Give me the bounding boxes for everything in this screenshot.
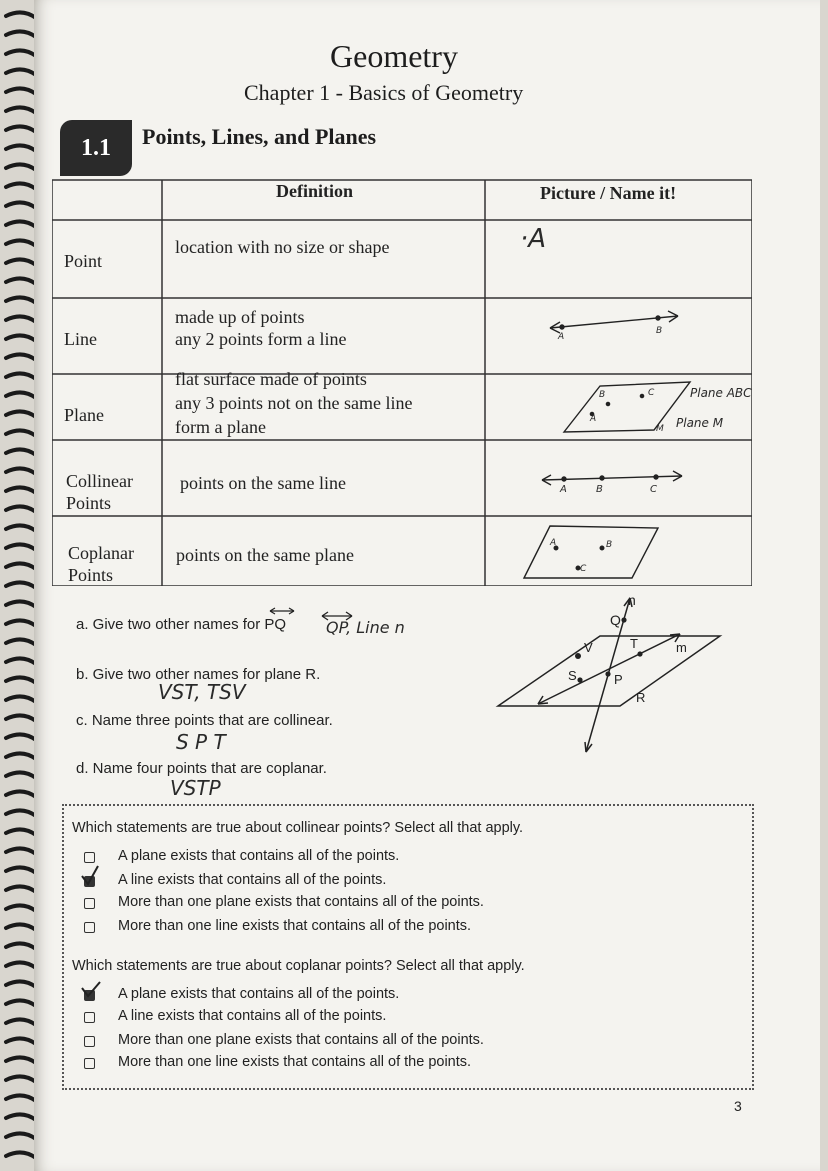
spiral-coil [6, 297, 36, 303]
coplanar-checkbox-2[interactable] [84, 1012, 95, 1023]
answer-c: S P T [176, 730, 226, 754]
coplanar-checkbox-4[interactable] [84, 1058, 95, 1069]
spiral-coil [6, 12, 36, 18]
coplanar-checkbox-3[interactable] [84, 1036, 95, 1047]
spiral-coil [6, 810, 36, 816]
spiral-coil [6, 867, 36, 873]
spiral-coil [6, 1057, 36, 1063]
collinear-prompt: Which statements are true about collinear points? Select all that apply. [72, 820, 524, 836]
plane-label-m: M [656, 424, 664, 434]
spiral-coil [6, 924, 36, 930]
fig-label-q: Q [610, 612, 621, 628]
collinear-option-1: A plane exists that contains all of the points. [118, 848, 400, 864]
spiral-coil [6, 848, 36, 854]
spiral-coil [6, 316, 36, 322]
spiral-coil [6, 240, 36, 246]
def-line-2: any 2 points form a line [175, 329, 347, 349]
spiral-coil [6, 107, 36, 113]
plane-name-abc: Plane ABC [690, 386, 752, 400]
spiral-coil [6, 544, 36, 550]
plane-label-b: B [599, 390, 606, 400]
spiral-coil [6, 639, 36, 645]
spiral-coil [6, 202, 36, 208]
def-point: location with no size or shape [175, 237, 390, 257]
collinear-sketch [542, 471, 682, 485]
spiral-coil [6, 981, 36, 987]
fig-label-s: S [568, 668, 577, 683]
spiral-coil [6, 734, 36, 740]
plane-label-a: A [590, 414, 597, 424]
spiral-coil [6, 354, 36, 360]
fig-label-r: R [636, 690, 646, 705]
chapter-subtitle: Chapter 1 - Basics of Geometry [244, 80, 524, 105]
fig-label-v: V [584, 640, 593, 655]
spiral-coil [6, 886, 36, 892]
definitions-table [52, 174, 752, 586]
spiral-coil [6, 506, 36, 512]
spiral-coil [6, 715, 36, 721]
point-picture-label: ·A [520, 224, 547, 254]
spiral-coil [6, 88, 36, 94]
spiral-coil [6, 582, 36, 588]
question-c: c. Name three points that are collinear. [76, 712, 333, 729]
spiral-coil [6, 753, 36, 759]
spiral-coil [6, 1038, 36, 1044]
spiral-coil [6, 335, 36, 341]
term-coplanar-2: Points [68, 565, 114, 585]
answer-b: VST, TSV [158, 680, 246, 704]
spiral-coil [6, 962, 36, 968]
spiral-coil [6, 126, 36, 132]
collinear-label-c: C [650, 484, 657, 495]
spiral-coil [6, 620, 36, 626]
def-line-1: made up of points [175, 307, 305, 327]
section-title: Points, Lines, and Planes [142, 124, 377, 149]
spiral-coil [6, 392, 36, 398]
spiral-coil [6, 487, 36, 493]
spiral-coil [6, 449, 36, 455]
spiral-coil [6, 601, 36, 607]
coplanar-label-a: A [550, 538, 557, 548]
term-collinear-2: Points [66, 493, 112, 513]
question-b: b. Give two other names for plane R. [76, 666, 321, 683]
spiral-coil [6, 1019, 36, 1025]
collinear-checkbox-1[interactable] [84, 852, 95, 863]
coplanar-option-3: More than one plane exists that contains all of the points. [118, 1032, 484, 1048]
spiral-coil [6, 468, 36, 474]
page-title: Geometry [330, 38, 458, 74]
spiral-coil [6, 373, 36, 379]
plane-sketch [564, 382, 690, 432]
spiral-coil [6, 31, 36, 37]
line-label-a: A [558, 332, 565, 342]
header-definition: Definition [276, 181, 354, 201]
spiral-coil [6, 278, 36, 284]
spiral-coil [6, 829, 36, 835]
spiral-coil [6, 696, 36, 702]
plane-label-c: C [648, 388, 655, 398]
check-mark-icon [80, 864, 100, 886]
def-collinear: points on the same line [180, 473, 346, 493]
question-a: a. Give two other names for PQ [76, 616, 287, 633]
spiral-coil [6, 525, 36, 531]
coplanar-label-c: C [580, 564, 587, 574]
spiral-coil [6, 943, 36, 949]
coplanar-sketch [524, 526, 658, 578]
fig-label-n: n [628, 592, 636, 608]
spiral-coil [6, 772, 36, 778]
spiral-coil [6, 164, 36, 170]
spiral-coil [6, 1114, 36, 1120]
coplanar-prompt: Which statements are true about coplanar points? Select all that apply. [72, 958, 525, 974]
page-number: 3 [734, 1098, 742, 1114]
question-d: d. Name four points that are coplanar. [76, 760, 327, 777]
fig-label-p: P [614, 672, 623, 687]
def-plane-1: flat surface made of points [175, 369, 367, 389]
spiral-coil [6, 1000, 36, 1006]
def-coplanar: points on the same plane [176, 545, 354, 565]
def-plane-2: any 3 points not on the same line [175, 393, 413, 413]
term-collinear-1: Collinear [66, 471, 133, 491]
coplanar-option-2: A line exists that contains all of the points. [118, 1008, 387, 1024]
coplanar-option-4: More than one line exists that contains all of the points. [118, 1054, 472, 1070]
def-plane-3: form a plane [175, 417, 266, 437]
spiral-coil [6, 1133, 36, 1139]
fig-label-t: T [630, 636, 638, 651]
coplanar-option-1: A plane exists that contains all of the points. [118, 986, 400, 1002]
spiral-coil [6, 1076, 36, 1082]
spiral-coil [6, 677, 36, 683]
term-plane: Plane [64, 405, 104, 425]
spiral-coil [6, 658, 36, 664]
answer-d: VSTP [170, 776, 221, 800]
term-line: Line [64, 329, 97, 349]
plane-name-m: Plane M [676, 416, 724, 430]
line-symbol-overline [268, 606, 296, 616]
spiral-coil [6, 50, 36, 56]
collinear-checkbox-4[interactable] [84, 922, 95, 933]
collinear-option-3: More than one plane exists that contains all of the points. [118, 894, 484, 910]
spiral-coil [6, 791, 36, 797]
spiral-coil [6, 69, 36, 75]
spiral-coil [6, 563, 36, 569]
fig-label-m: m [676, 640, 687, 655]
spiral-coil [6, 183, 36, 189]
answer-a: QP, Line n [326, 618, 405, 637]
spiral-coil [6, 221, 36, 227]
collinear-option-2: A line exists that contains all of the points. [118, 872, 387, 888]
collinear-label-a: A [560, 484, 567, 495]
spiral-coil [6, 1152, 36, 1158]
line-label-b: B [656, 326, 663, 336]
header-picture: Picture / Name it! [540, 183, 677, 203]
collinear-checkbox-3[interactable] [84, 898, 95, 909]
check-mark-icon [80, 978, 102, 998]
spiral-coil [6, 905, 36, 911]
spiral-coil [6, 145, 36, 151]
spiral-coil [6, 430, 36, 436]
collinear-label-b: B [596, 484, 603, 495]
coplanar-label-b: B [606, 540, 613, 550]
term-point: Point [64, 251, 103, 271]
collinear-option-4: More than one line exists that contains all of the points. [118, 918, 472, 934]
section-badge: 1.1 [60, 120, 132, 176]
spiral-coil [6, 259, 36, 265]
spiral-coil [6, 1095, 36, 1101]
spiral-coil [6, 411, 36, 417]
term-coplanar-1: Coplanar [68, 543, 134, 563]
